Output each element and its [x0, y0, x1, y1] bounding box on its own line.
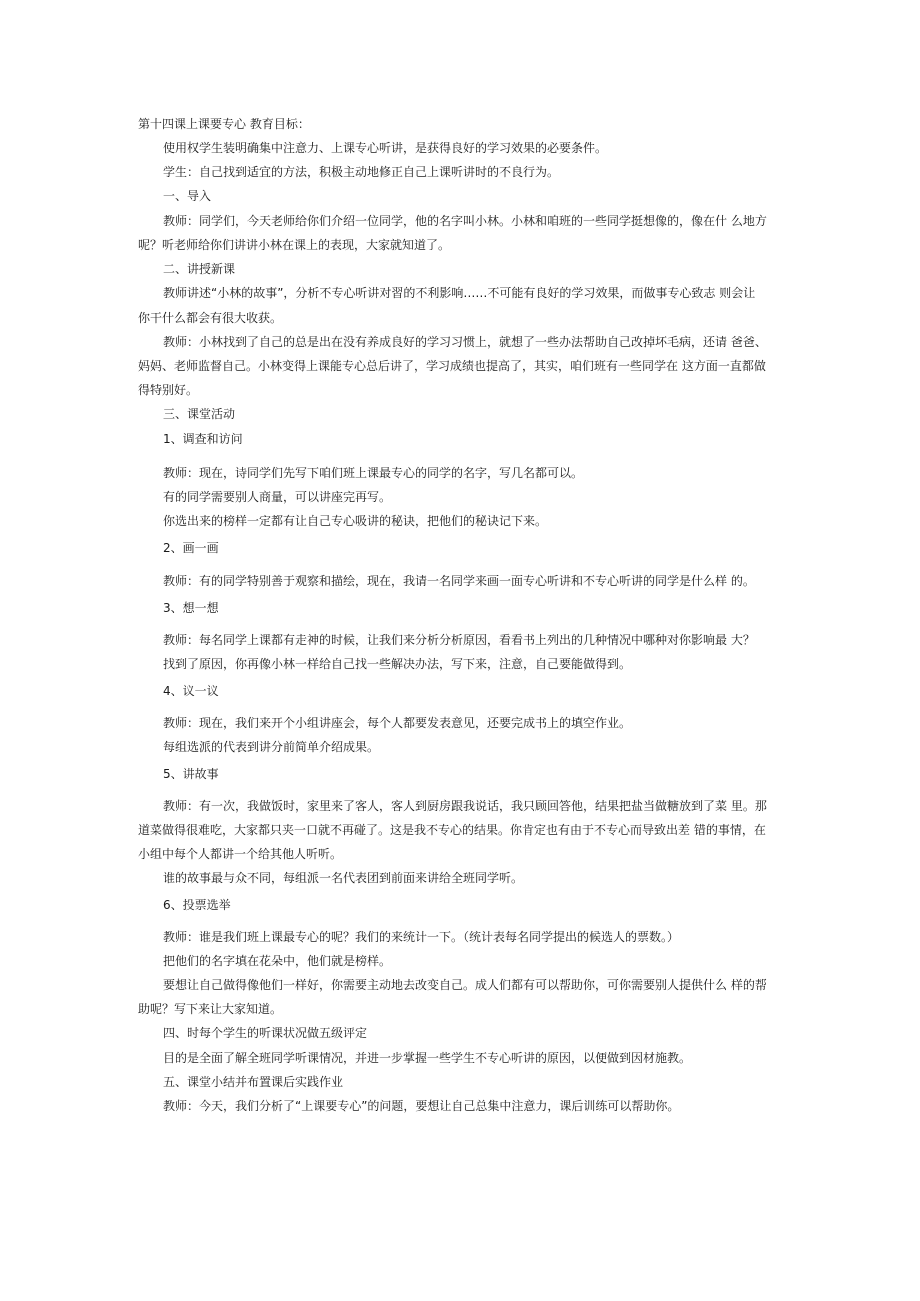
section-heading: 二、讲授新课 — [163, 262, 236, 276]
paragraph-line: 教师：小林找到了自己的总是出在没有养成良好的学习习惯上，就想了一些办法帮助自己改掉坏毛病，还请 爸爸、 — [163, 335, 767, 349]
subsection-heading: 4、议一议 — [163, 684, 219, 698]
paragraph-line: 教师：每名同学上课都有走神的时候，让我们来分析分析原因，看看书上列出的几种情况中哪种对你影响最 大？ — [163, 633, 755, 647]
objective-line: 学生：自己找到适宜的方法，积极主动地修正自己上课听讲时的不良行为。 — [163, 165, 560, 179]
paragraph-line: 小组中每个人都讲一个给其他人听听。 — [138, 847, 343, 861]
paragraph-line: 教师讲述“小林的故事”，分析不专心听讲对習的不利影响……不可能有良好的学习效果，而做事专心致志 则会让 — [163, 286, 756, 300]
paragraph-line: 得特别好。 — [138, 383, 199, 397]
subsection-heading: 3、想一想 — [163, 601, 219, 615]
paragraph-line: 教师：今天，我们分析了“上课要专心”的问题，要想让自己总集中注意力，课后训练可以帮助你。 — [163, 1099, 680, 1113]
subsection-heading: 2、画一画 — [163, 541, 219, 555]
paragraph-line: 你选出来的榜样一定都有让自己专心吸讲的秘诀，把他们的秘诀记下来。 — [163, 514, 548, 528]
paragraph-line: 教师：有的同学特别善于观察和描绘，现在，我请一名同学来画一面专心听讲和不专心听讲的同学是什么样 的。 — [163, 574, 755, 588]
objective-line: 使用权学生装明确集中注意力、上课专心听讲，是获得良好的学习效果的必要条件。 — [163, 141, 608, 155]
section-heading: 一、导入 — [163, 189, 212, 203]
paragraph-line: 每组选派的代表到讲分前简单介绍成果。 — [163, 740, 380, 754]
section-heading: 五、课堂小结并布置课后实践作业 — [163, 1075, 344, 1089]
paragraph-line: 把他们的名字填在花朵中，他们就是榜样。 — [163, 954, 392, 968]
paragraph-line: 助呢？写下来让大家知道。 — [138, 1002, 283, 1016]
paragraph-line: 呢？听老师给你们讲讲小林在课上的表现，大家就知道了。 — [138, 238, 451, 252]
paragraph-line: 道菜做得很难吃，大家都只夹一口就不再碰了。这是我不专心的结果。你肯定也有由于不专心而导致出差 错的事情，在 — [138, 823, 766, 837]
paragraph-line: 教师：有一次，我做饭时，家里来了客人，客人到厨房跟我说话，我只顾回答他，结果把盐当做糖放到了菜 里。那 — [163, 799, 767, 813]
section-heading: 三、课堂活动 — [163, 407, 236, 421]
paragraph-line: 教师：现在，诗同学们先写下咱们班上课最专心的同学的名字，写几名都可以。 — [163, 466, 584, 480]
subsection-heading: 1、调查和访问 — [163, 432, 243, 446]
paragraph-line: 目的是全面了解全班同学听课情况，并进一步掌握一些学生不专心听讲的原因，以便做到因材施教。 — [163, 1051, 692, 1065]
section-heading: 四、时每个学生的听课状况做五级评定 — [163, 1026, 368, 1040]
paragraph-line: 有的同学需要别人商量，可以讲座完再写。 — [163, 490, 392, 504]
paragraph-line: 找到了原因，你再像小林一样给自己找一些解决办法，写下来，注意，自己要能做得到。 — [163, 657, 632, 671]
paragraph-line: 教师：同学们，今天老师给你们介绍一位同学，他的名字叫小林。小林和咱班的一些同学挺想像的，像在什 么地方 — [163, 214, 767, 228]
subsection-heading: 6、投票选举 — [163, 898, 231, 912]
paragraph-line: 你干什么都会有很大收获。 — [138, 311, 283, 325]
paragraph-line: 教师：现在，我们来开个小组讲座会，每个人都要发表意见，还要完成书上的填空作业。 — [163, 716, 632, 730]
paragraph-line: 教师：谁是我们班上课最专心的呢？我们的来统计一下。（统计表每名同学提出的候选人的票数。） — [163, 930, 680, 944]
subsection-heading: 5、讲故事 — [163, 767, 219, 781]
paragraph-line: 妈妈、老师监督自己。小林变得上课能专心总后讲了，学习成绩也提高了，其实，咱们班有一些同学在 这方面一直都做 — [138, 359, 766, 373]
lesson-title-line: 第十四课上课要专心 教育目标： — [138, 117, 310, 131]
paragraph-line: 谁的故事最与众不同，每组派一名代表团到前面来讲给全班同学听。 — [163, 871, 524, 885]
paragraph-line: 要想让自己做得像他们一样好，你需要主动地去改变自己。成人们都有可以帮助你，可你需要别人提供什么 样的帮 — [163, 978, 767, 992]
